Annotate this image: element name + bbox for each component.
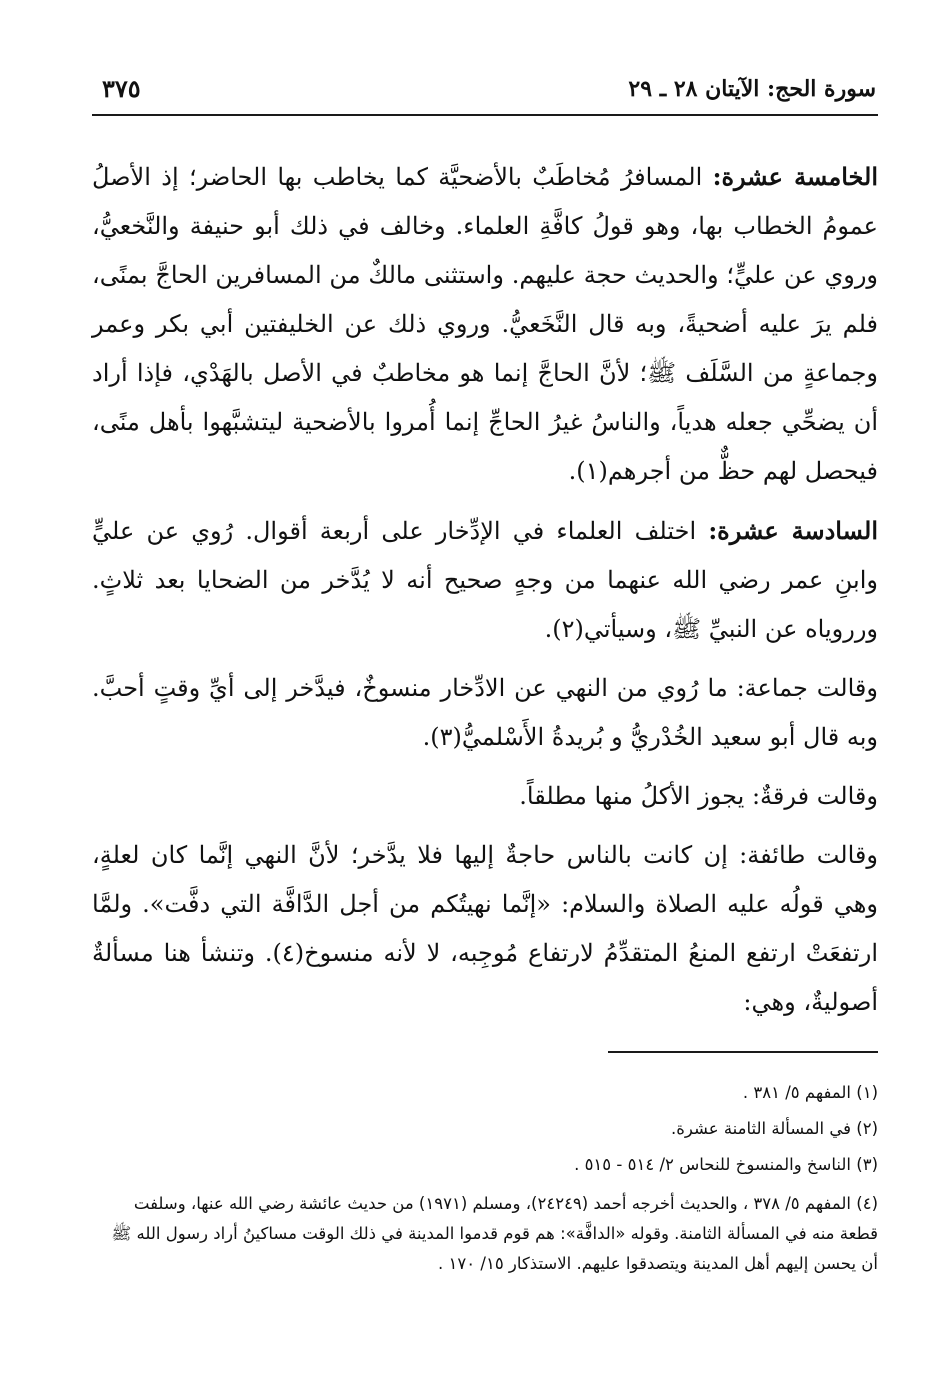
footnote-3: (٣) الناسخ والمنسوخ للنحاس ٢/ ٥١٤ - ٥١٥ . xyxy=(574,1155,878,1174)
paragraph-sect-opinion xyxy=(92,772,878,821)
paragraph-group-opinion xyxy=(92,664,878,762)
book-page xyxy=(92,70,878,1370)
paragraph-text: اختلف العلماء في الإدِّخار على أربعة أقوال. رُوي عن عليٍّ وابنِ عمر رضي الله عنهما من وجهٍ صحيح أنه لا يُدَّخر من الضحايا بعد ثلاثٍ. ورروياه عن النبيِّ ﷺ، وسيأتي(٢). xyxy=(92,517,878,643)
footnote-4: (٤) المفهم ٥/ ٣٧٨ ، والحديث أخرجه أحمد (٢٤٢٤٩)، ومسلم (١٩٧١) من حديث عائشة رضي الله عنها، وسلفت قطعة منه في المسألة الثامنة. وقوله «الدافَّة»: هم قوم قدموا المدينة في ذلك الوقت مساكينُ أراد رسول الله ﷺ أن يحسن إليهم أهل المدينة ويتصدقوا عليهم. الاستذكار ١٥/ ١٧٠ . xyxy=(111,1194,878,1273)
page-number: ٣٧٥ xyxy=(102,74,141,103)
running-title: سورة الحج: الآيتان ٢٨ ـ ٢٩ xyxy=(628,76,876,102)
footnote-1: (١) المفهم ٥/ ٣٨١ . xyxy=(742,1083,878,1102)
paragraph-faction-opinion xyxy=(92,831,878,1027)
paragraph-text: المسافرُ مُخاطَبٌ بالأضحيَّة كما يخاطب بها الحاضر؛ إذ الأصلُ عمومُ الخطاب بها، وهو قولُ كافَّةِ العلماء. وخالف في ذلك أبو حنيفة والنَّخعيُّ، وروي عن عليٍّ؛ والحديث حجة عليهم. واستثنى مالكٌ من المسافرين الحاجَّ بمنًى، فلم يرَ عليه أضحيةً، وبه قال النَّخَعيُّ. وروي ذلك عن الخليفتين أبي بكر وعمر وجماعةٍ من السَّلَف ﷺ؛ لأنَّ الحاجَّ إنما هو مخاطبٌ في الأصل بالهَدْي، فإذا أراد أن يضحِّي جعله هدياً، والناسُ غيرُ الحاجِّ إنما أُمروا بالأضحية ليتشبَّهوا بأهل منًى، فيحصل لهم حظٌّ من أجرهم(١). xyxy=(92,163,878,485)
running-header xyxy=(92,70,878,116)
footnote-2: (٢) في المسألة الثامنة عشرة. xyxy=(671,1119,878,1138)
footnotes xyxy=(92,1075,878,1279)
paragraph-text: وقالت طائفة: إن كانت بالناس حاجةٌ إليها فلا يدَّخر؛ لأنَّ النهي إنَّما كان لعلةٍ، وهي قولُه عليه الصلاة والسلام: «إنَّما نهيتُكم من أجل الدَّافَّة التي دفَّت». ولمَّا ارتفعَتْ ارتفع المنعُ المتقدِّمُ لارتفاع مُوجِبه، لا لأنه منسوخ(٤). وتنشأ هنا مسألةٌ أصوليةٌ، وهي: xyxy=(92,841,878,1016)
footnote-divider xyxy=(608,1051,878,1053)
section-label: السادسة عشرة: xyxy=(708,516,878,545)
body-text xyxy=(92,152,878,1027)
section-label: الخامسة عشرة: xyxy=(712,162,878,191)
paragraph-sixteenth xyxy=(92,506,878,654)
paragraph-text: وقالت فرقةٌ: يجوز الأكلُ منها مطلقاً. xyxy=(519,782,878,810)
paragraph-text: وقالت جماعة: ما رُوي من النهي عن الادِّخار منسوخٌ، فيدَّخر إلى أيِّ وقتٍ أحبَّ. وبه قال أبو سعيد الخُدْريُّ و بُريدةُ الأَسْلميُّ(٣). xyxy=(92,674,878,751)
paragraph-fifteenth xyxy=(92,152,878,496)
